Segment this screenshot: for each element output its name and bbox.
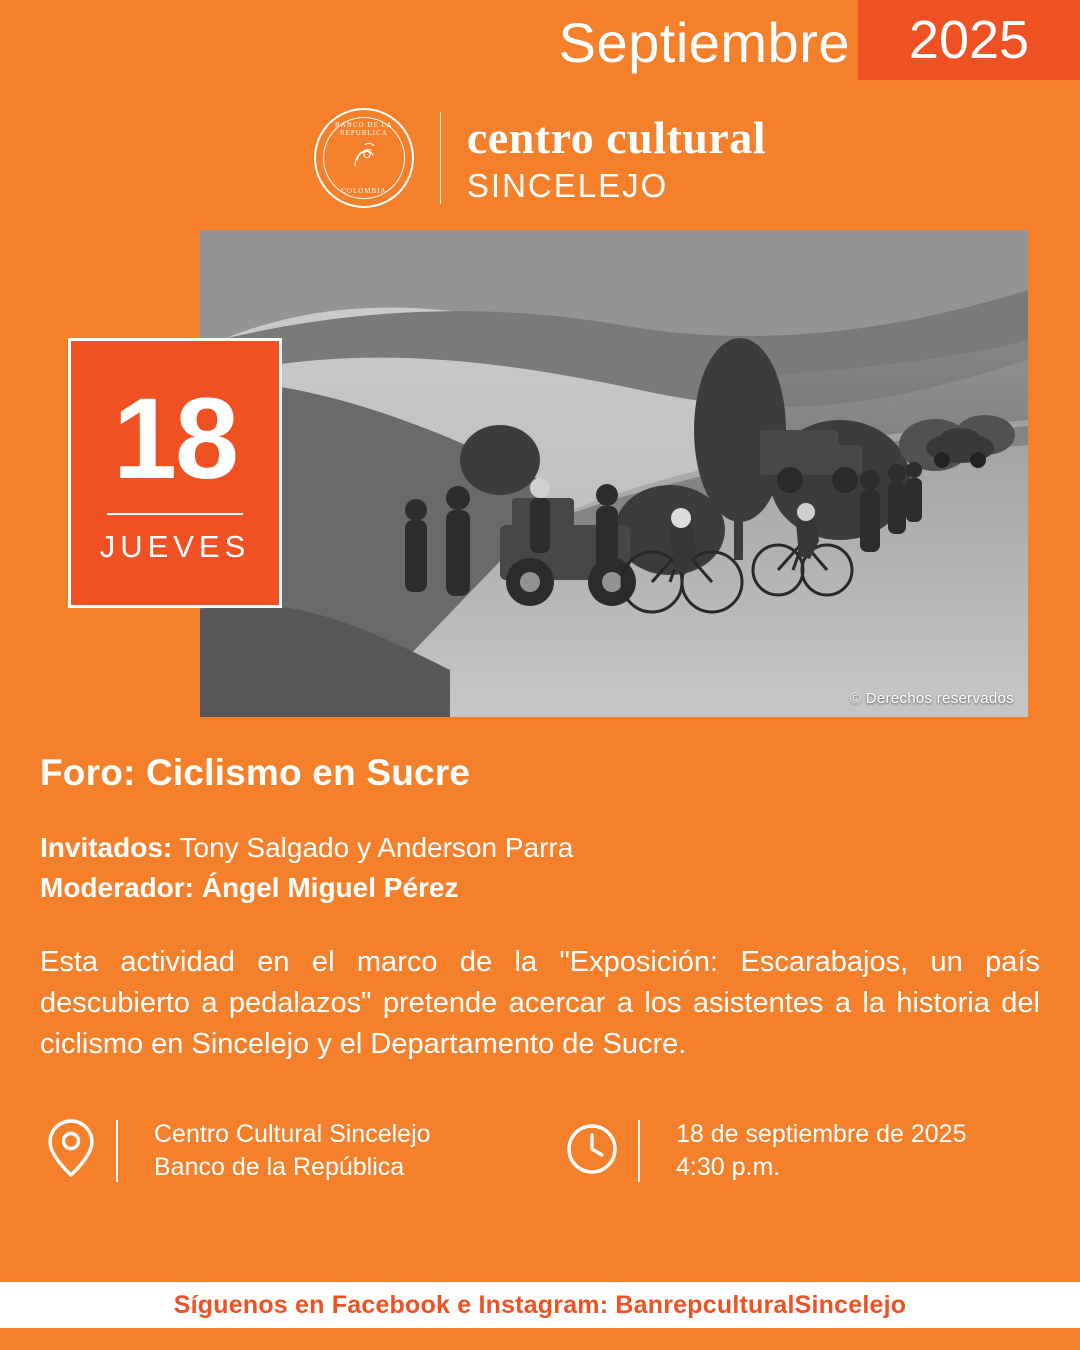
date-day-number: 18 [113,374,237,503]
info-time-line2: 4:30 p.m. [676,1152,781,1181]
footer-bottom-strip [0,1328,1080,1350]
brand-text [466,111,767,204]
clock-icon [564,1119,620,1182]
guests-label: Invitados: [40,832,173,863]
event-photo [200,230,1028,717]
info-place-line2: Banco de la República [154,1152,405,1181]
moderator-value: Ángel Miguel Pérez [194,871,459,903]
year-badge [858,0,1080,80]
event-content [0,752,1080,1065]
info-row [0,1117,1080,1184]
moderator-label: Moderador: [40,871,194,903]
event-credits [40,828,1040,908]
info-place [44,1117,564,1184]
seal-top-text: BANCO DE LA REPUBLICA [335,121,393,137]
brand-lockup [0,108,1080,208]
info-time-text [676,1118,967,1183]
info-place-text [154,1118,431,1183]
guests-value: Tony Salgado y Anderson Parra [172,832,574,863]
event-description: Esta actividad en el marco de la "Exposición: Escarabajos, un país descubierto a pedalazos" pretende acercar a los asistentes a la historia del ciclismo en Sincelejo y el Departamento de Sucre. [40,945,1040,1060]
seal-head-icon [341,133,387,184]
banco-republica-seal-icon [314,108,414,208]
hero-section [0,230,1080,730]
date-weekday: JUEVES [99,528,251,564]
info-time [564,1118,967,1183]
moderator-line [40,868,1040,908]
social-footer [0,1282,1080,1328]
location-pin-icon [44,1117,98,1184]
header-bar [0,0,1080,90]
event-title: Foro: Ciclismo en Sucre [40,752,471,793]
brand-divider [440,112,441,204]
info-place-divider [116,1120,118,1182]
info-place-line1: Centro Cultural Sincelejo [154,1120,431,1149]
photo-credit: © Derechos reservados [849,690,1014,707]
info-time-line1: 18 de septiembre de 2025 [676,1120,967,1149]
date-divider [107,513,243,515]
brand-name: centro cultural [466,111,767,163]
date-badge [68,338,282,608]
month-label: Septiembre [558,11,850,74]
guests-line [40,828,1040,868]
seal-bottom-text: COLOMBIA [341,187,387,195]
brand-city: SINCELEJO [466,166,669,204]
year-label: 2025 [908,10,1030,70]
social-footer-text: Síguenos en Facebook e Instagram: BanrepculturalSincelejo [173,1290,907,1319]
info-time-divider [638,1120,640,1182]
